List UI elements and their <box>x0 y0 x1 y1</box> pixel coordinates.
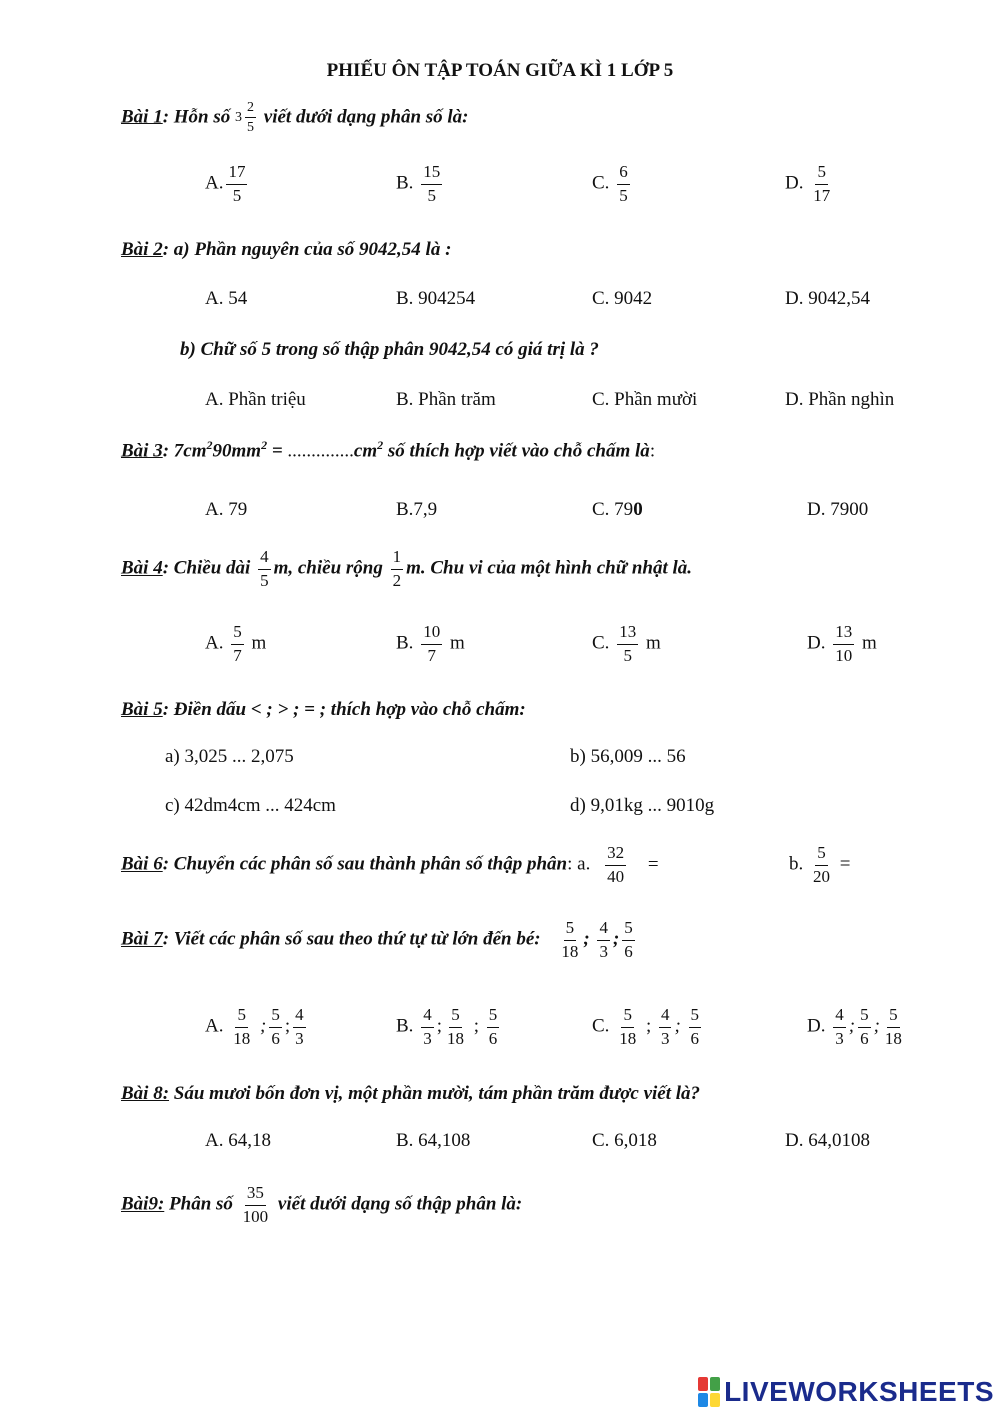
question-9: Bài9: Phân số $\frac{35}{100}$ viết dưới dạng số thập phân là: <box>121 1183 523 1226</box>
question-1-text-pre: : Hỗn số <box>162 106 236 128</box>
question-4: Bài 4: Chiều dài $\frac{4}{5}$ m, chiều rộng $\frac{1}{2}$ m. Chu vi của một hình chữ nhật là. <box>121 547 693 590</box>
q7-option-b[interactable]: B. $\frac{4}{3}$ ; $\frac{5}{18}$ ; $\frac{5}{6}$ <box>396 1005 498 1048</box>
q2b-option-c[interactable]: C. Phần mười <box>592 389 698 410</box>
q2a-option-d[interactable]: D. 9042,54 <box>785 288 870 309</box>
question-2-label: Bài 2 <box>121 239 163 260</box>
q2b-option-d[interactable]: D. Phần nghìn <box>785 389 895 410</box>
q2a-option-c[interactable]: C. 9042 <box>592 288 653 309</box>
q5-item-a: a) 3,025 ... 2,075 <box>165 746 294 767</box>
logo-mark-icon <box>698 1377 720 1407</box>
question-8-label: Bài 8: <box>121 1083 170 1104</box>
q2a-option-b[interactable]: B. 904254 <box>396 288 476 309</box>
mixed-number-fraction: $\frac{2}{5}$ <box>247 100 255 136</box>
question-1-label: Bài 1 <box>121 106 163 128</box>
q3-option-d[interactable]: D. 7900 <box>807 499 869 520</box>
q5-item-c: c) 42dm4cm ... 424cm <box>165 795 336 816</box>
q1-option-d[interactable]: D. $\frac{5}{17}$ <box>785 162 831 205</box>
q7-option-c[interactable]: C. $\frac{5}{18}$ ; $\frac{4}{3}$ ; $\frac{5}{6}$ <box>592 1005 700 1048</box>
question-3: Bài 3: $7cm^290mm^2 = ..............cm^2$ số thích hợp viết vào chỗ chấm là: <box>121 438 656 462</box>
question-7-label: Bài 7 <box>121 928 163 950</box>
q2b-option-a[interactable]: A. Phần triệu <box>205 389 306 410</box>
q8-option-d[interactable]: D. 64,0108 <box>785 1130 870 1151</box>
logo-text: LIVEWORKSHEETS <box>724 1376 994 1407</box>
q2a-option-a[interactable]: A. 54 <box>205 288 248 309</box>
question-5-label: Bài 5 <box>121 699 163 720</box>
question-2b-text: b) Chữ số 5 trong số thập phân 9042,54 có giá trị là ? <box>180 339 599 360</box>
question-2a <box>121 239 451 261</box>
q3-option-b[interactable]: B.7,9 <box>396 499 438 520</box>
q1-option-a[interactable]: A. $\frac{17}{5}$ <box>205 162 246 205</box>
question-9-label: Bài9: <box>121 1193 165 1215</box>
page-title: PHIẾU ÔN TẬP TOÁN GIỮA KÌ 1 LỚP 5 <box>326 60 674 81</box>
q6-part-b: b. $\frac{5}{20}$ = <box>789 843 851 886</box>
question-1 <box>121 100 469 136</box>
question-4-label: Bài 4 <box>121 557 163 579</box>
q1-option-b[interactable]: B. $\frac{15}{5}$ <box>396 162 441 205</box>
question-5: Bài 5: Điền dấu < ; > ; = ; thích hợp vào chỗ chấm: <box>121 699 526 720</box>
q5-item-d: d) 9,01kg ... 9010g <box>570 795 715 816</box>
q8-option-a[interactable]: A. 64,18 <box>205 1130 271 1151</box>
q4-option-d[interactable]: D. $\frac{13}{10}$ m <box>807 622 877 665</box>
question-6-label: Bài 6 <box>121 853 163 875</box>
q5-item-b: b) 56,009 ... 56 <box>570 746 686 767</box>
answer-dots: .............. <box>287 440 354 462</box>
question-7: Bài 7: Viết các phân số sau theo thứ tự từ lớn đến bé: $\frac{5}{18}$ ; $\frac{4}{3}$ ; $\frac{5}{6}$ <box>121 918 633 961</box>
q8-option-b[interactable]: B. 64,108 <box>396 1130 471 1151</box>
q6-fraction-b: $\frac{5}{20}$ <box>813 843 830 886</box>
question-1-text-post: viết dưới dạng phân số là: <box>263 106 469 128</box>
mixed-number-whole: 3 <box>235 109 243 125</box>
question-2a-text: : a) Phần nguyên của số 9042,54 là : <box>162 239 452 260</box>
q8-option-c[interactable]: C. 6,018 <box>592 1130 657 1151</box>
q4-option-c[interactable]: C. $\frac{13}{5}$ m <box>592 622 661 665</box>
question-6: Bài 6: Chuyển các phân số sau thành phân số thập phân: a. $\frac{32}{40}$ = <box>121 843 659 886</box>
q3-option-a[interactable]: A. 79 <box>205 499 248 520</box>
q1-option-c[interactable]: C. $\frac{6}{5}$ <box>592 162 628 205</box>
q2b-option-b[interactable]: B. Phần trăm <box>396 389 496 410</box>
q6-fraction-a: $\frac{32}{40}$ <box>607 843 625 886</box>
q7-option-d[interactable]: D. $\frac{4}{3}$ ; $\frac{5}{6}$ ; $\frac{5}{18}$ <box>807 1005 902 1048</box>
q4-option-b[interactable]: B. $\frac{10}{7}$ m <box>396 622 465 665</box>
q4-option-a[interactable]: A. $\frac{5}{7}$ m <box>205 622 267 665</box>
question-3-label: Bài 3 <box>121 440 163 462</box>
q3-option-c[interactable]: C. 790 <box>592 499 643 520</box>
question-8: Bài 8: Sáu mươi bốn đơn vị, một phần mười, tám phần trăm được viết là? <box>121 1083 701 1104</box>
q7-option-a[interactable]: A. $\frac{5}{18}$ ; $\frac{5}{6}$ ; $\frac{4}{3}$ <box>205 1005 304 1048</box>
liveworksheets-logo <box>698 1376 994 1408</box>
